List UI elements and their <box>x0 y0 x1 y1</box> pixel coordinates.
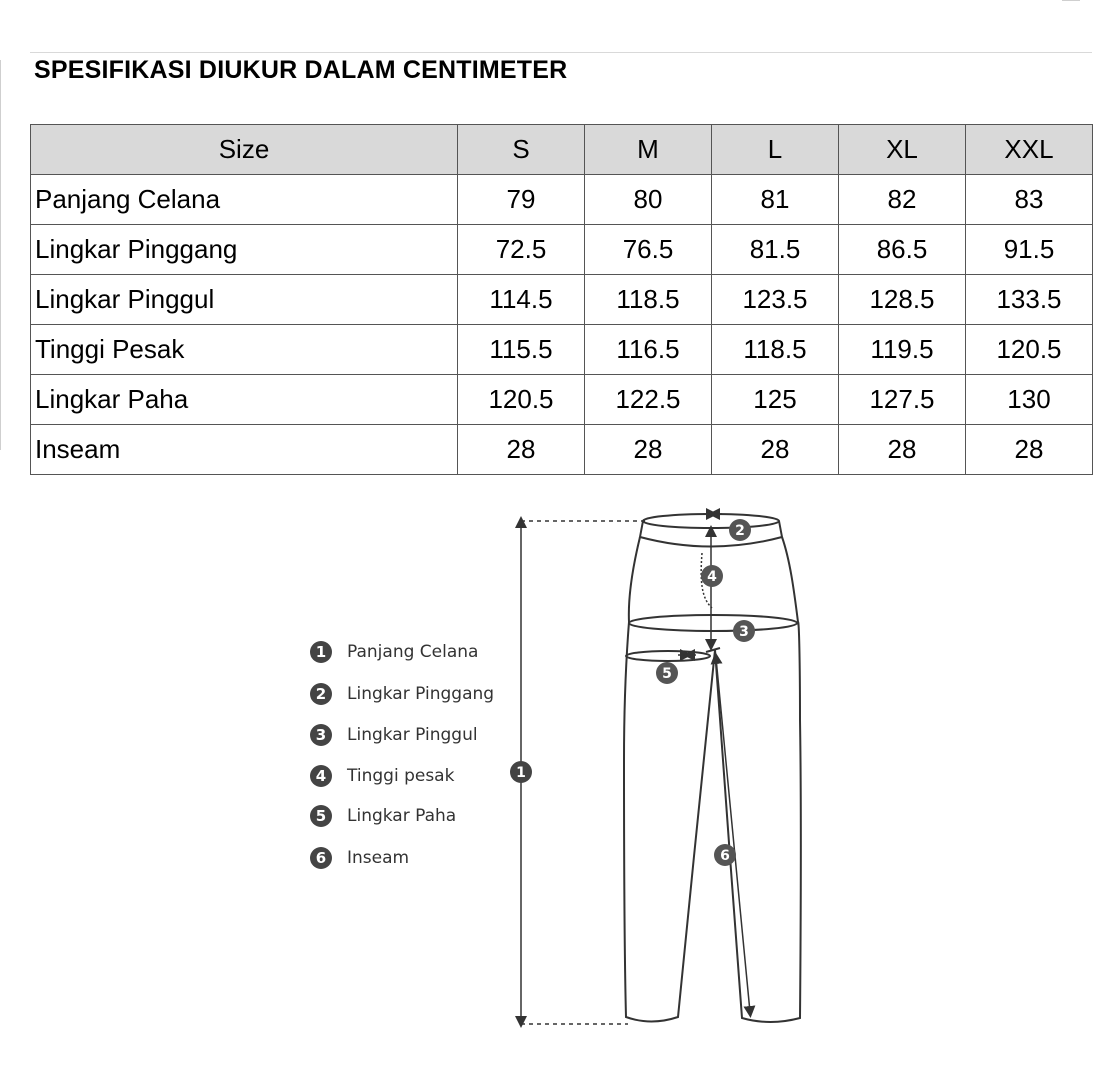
header-xxl: XXL <box>966 125 1093 175</box>
legend-label: Lingkar Paha <box>347 806 457 826</box>
table-cell: 28 <box>712 425 839 475</box>
table-cell: 28 <box>585 425 712 475</box>
table-cell: 91.5 <box>966 225 1093 275</box>
legend-label: Inseam <box>347 848 410 868</box>
table-cell: 114.5 <box>458 275 585 325</box>
table-cell: 122.5 <box>585 375 712 425</box>
number-6-icon: 6 <box>310 847 332 869</box>
legend-item <box>310 804 456 828</box>
marker-number: 4 <box>707 569 717 585</box>
table-cell: 28 <box>966 425 1093 475</box>
row-label: Inseam <box>31 425 458 475</box>
diagram-marker-3 <box>733 620 755 642</box>
legend-item <box>310 764 454 788</box>
legend-label: Tinggi pesak <box>347 766 455 786</box>
table-cell: 120.5 <box>458 375 585 425</box>
diagram-marker-2 <box>729 519 751 541</box>
number-1-icon: 1 <box>310 641 332 663</box>
table-row <box>31 325 1093 375</box>
table-cell: 130 <box>966 375 1093 425</box>
table-cell: 116.5 <box>585 325 712 375</box>
number-5-icon: 5 <box>310 805 332 827</box>
left-divider <box>0 60 1 450</box>
table-cell: 120.5 <box>966 325 1093 375</box>
pants-diagram <box>500 500 820 1040</box>
row-label: Lingkar Paha <box>31 375 458 425</box>
legend-item <box>310 682 494 706</box>
header-m: M <box>585 125 712 175</box>
page-title: SPESIFIKASI DIUKUR DALAM CENTIMETER <box>34 56 568 84</box>
number-2-icon: 2 <box>310 683 332 705</box>
marker-number: 5 <box>662 666 672 682</box>
legend-item <box>310 640 478 664</box>
table-cell: 83 <box>966 175 1093 225</box>
table-cell: 82 <box>839 175 966 225</box>
rise-measure <box>701 531 712 645</box>
legend-item <box>310 846 409 870</box>
inseam-measure <box>716 658 750 1012</box>
table-cell: 81.5 <box>712 225 839 275</box>
table-cell: 127.5 <box>839 375 966 425</box>
legend-label: Lingkar Pinggul <box>347 725 478 745</box>
table-cell: 133.5 <box>966 275 1093 325</box>
diagram-marker-4 <box>701 565 723 587</box>
table-cell: 118.5 <box>712 325 839 375</box>
table-cell: 123.5 <box>712 275 839 325</box>
size-spec-table <box>30 124 1093 475</box>
top-divider <box>30 52 1092 53</box>
row-label: Panjang Celana <box>31 175 458 225</box>
row-label: Lingkar Pinggang <box>31 225 458 275</box>
number-3-icon: 3 <box>310 724 332 746</box>
table-cell: 28 <box>839 425 966 475</box>
header-s: S <box>458 125 585 175</box>
table-cell: 72.5 <box>458 225 585 275</box>
table-row <box>31 275 1093 325</box>
table-cell: 81 <box>712 175 839 225</box>
table-cell: 28 <box>458 425 585 475</box>
table-cell: 86.5 <box>839 225 966 275</box>
table-row <box>31 375 1093 425</box>
header-l: L <box>712 125 839 175</box>
legend-label: Panjang Celana <box>347 642 479 662</box>
table-header-row <box>31 125 1093 175</box>
corner-divider <box>1062 0 1080 1</box>
table-cell: 115.5 <box>458 325 585 375</box>
pants-outline <box>624 514 801 1022</box>
diagram-marker-6 <box>714 844 736 866</box>
length-measure <box>521 521 645 1024</box>
row-label: Tinggi Pesak <box>31 325 458 375</box>
diagram-marker-1 <box>510 761 532 783</box>
table-cell: 76.5 <box>585 225 712 275</box>
legend-item <box>310 723 478 747</box>
marker-number: 1 <box>516 765 526 781</box>
header-xl: XL <box>839 125 966 175</box>
table-row <box>31 175 1093 225</box>
marker-number: 3 <box>739 624 749 640</box>
table-cell: 118.5 <box>585 275 712 325</box>
table-cell: 79 <box>458 175 585 225</box>
legend-label: Lingkar Pinggang <box>347 684 495 704</box>
table-cell: 125 <box>712 375 839 425</box>
table-cell: 119.5 <box>839 325 966 375</box>
table-row <box>31 225 1093 275</box>
diagram-marker-5 <box>656 662 678 684</box>
table-cell: 80 <box>585 175 712 225</box>
table-row <box>31 425 1093 475</box>
table-cell: 128.5 <box>839 275 966 325</box>
marker-number: 6 <box>720 848 730 864</box>
header-size: Size <box>31 125 458 175</box>
number-4-icon: 4 <box>310 765 332 787</box>
row-label: Lingkar Pinggul <box>31 275 458 325</box>
marker-number: 2 <box>735 523 745 539</box>
